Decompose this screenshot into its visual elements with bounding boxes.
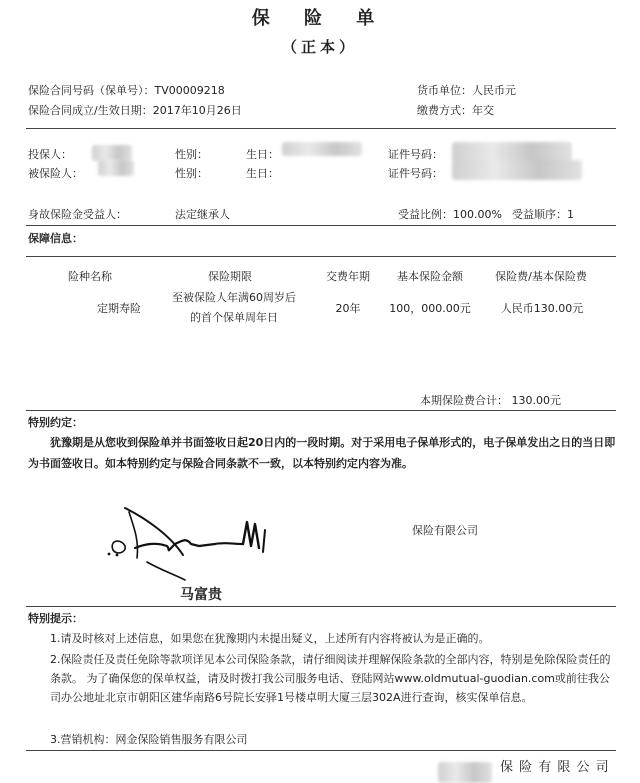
beneficiary-order: 受益顺序：1 [512, 208, 574, 221]
redacted-applicant-id [452, 142, 572, 162]
coverage-term: 至被保险人年满60周岁后的首个保单周年日 [172, 291, 296, 324]
coverage-name: 定期寿险 [97, 302, 141, 315]
payment-label: 缴费方式： [417, 104, 472, 117]
column-header: 险种名称 [68, 270, 112, 283]
footer-company: 保 险 有 限 公 司 [500, 760, 610, 775]
coverage-premium: 人民币130.00元 [500, 302, 584, 315]
notice-item: 1.请及时核对上述信息，如果您在犹豫期内未提出疑义，上述所有内容将被认为是正确的。 [50, 632, 490, 645]
insured-label: 被保险人： [28, 167, 83, 180]
column-header: 交费年期 [326, 270, 370, 283]
special-text: 犹豫期是从您收到保险单并书面签收日起20日内的一段时期。对于采用电子保单形式的，电子保单发出之日的当日即为书面签收日。如本特别约定与保险合同条款不一致，以本特别约定内容为准。 [28, 436, 616, 470]
policy-number-label: 保险合同号码（保单号）： [28, 84, 155, 97]
signature-image [95, 500, 280, 582]
column-header: 保险期限 [208, 270, 252, 283]
divider [26, 256, 616, 257]
beneficiary-label: 身故保险金受益人： [28, 208, 127, 221]
document-subtitle: （正本） [281, 38, 358, 56]
insured-birth-label: 生日： [246, 167, 279, 180]
policy-date [28, 102, 242, 118]
redacted-applicant [92, 145, 132, 161]
special-label: 特别约定： [28, 416, 83, 429]
applicant-id-label: 证件号码： [388, 148, 443, 161]
currency-label: 货币单位： [417, 84, 472, 97]
insured-gender-label: 性别： [175, 167, 208, 180]
column-header: 基本保险金额 [397, 270, 463, 283]
coverage-amount: 100，000.00元 [389, 302, 471, 315]
divider [26, 750, 616, 751]
policy-number-value: TV00009218 [154, 84, 225, 97]
redacted-stamp [438, 762, 492, 783]
currency-value: 人民币元 [472, 84, 516, 97]
applicant-label: 投保人： [28, 148, 72, 161]
divider [26, 128, 616, 129]
divider [26, 410, 616, 411]
signer-name: 马富贵 [180, 587, 222, 603]
redacted-insured [98, 160, 134, 176]
applicant-birth-label: 生日： [246, 148, 279, 161]
notice-item: 3.营销机构：网金保险销售服务有限公司 [50, 733, 248, 746]
divider [26, 606, 616, 607]
policy-number [28, 82, 225, 98]
document-title: 保 险 单 [251, 8, 389, 29]
premium-total: 本期保险费合计： 130.00元 [420, 394, 561, 407]
insured-id-label: 证件号码： [388, 167, 443, 180]
redacted-applicant-birth [282, 142, 362, 156]
currency [417, 82, 516, 98]
notice-item: 2.保险责任及责任免除等款项详见本公司保险条款，请仔细阅读并理解保险条款的全部内容，特别是免除保险责任的条款。 为了确保您的保单权益，请及时拨打我公司服务电话、登陆网站www.oldmutual-guodian.com或前往我公司办公地址北京市朝阳区建华南路6号院长安驿1号楼卓明大厦三层302A进行查询，核实保单信息。 [50, 653, 611, 704]
payment-value: 年交 [472, 104, 494, 117]
beneficiary-value: 法定继承人 [175, 208, 230, 221]
coverage-pay-years: 20年 [335, 302, 361, 315]
policy-date-value: 2017年10月26日 [152, 104, 242, 117]
payment-method [417, 102, 494, 118]
policy-date-label: 保险合同成立/生效日期： [28, 104, 153, 117]
notice-label: 特别提示： [28, 612, 83, 625]
beneficiary-ratio: 受益比例：100.00% [398, 208, 502, 221]
applicant-gender-label: 性别： [175, 148, 208, 161]
divider [26, 225, 616, 226]
signature-company: 保险有限公司 [412, 524, 478, 537]
redacted-insured-id [452, 160, 582, 180]
column-header: 保险费/基本保险费 [495, 270, 587, 283]
coverage-section-label: 保障信息： [28, 232, 83, 245]
